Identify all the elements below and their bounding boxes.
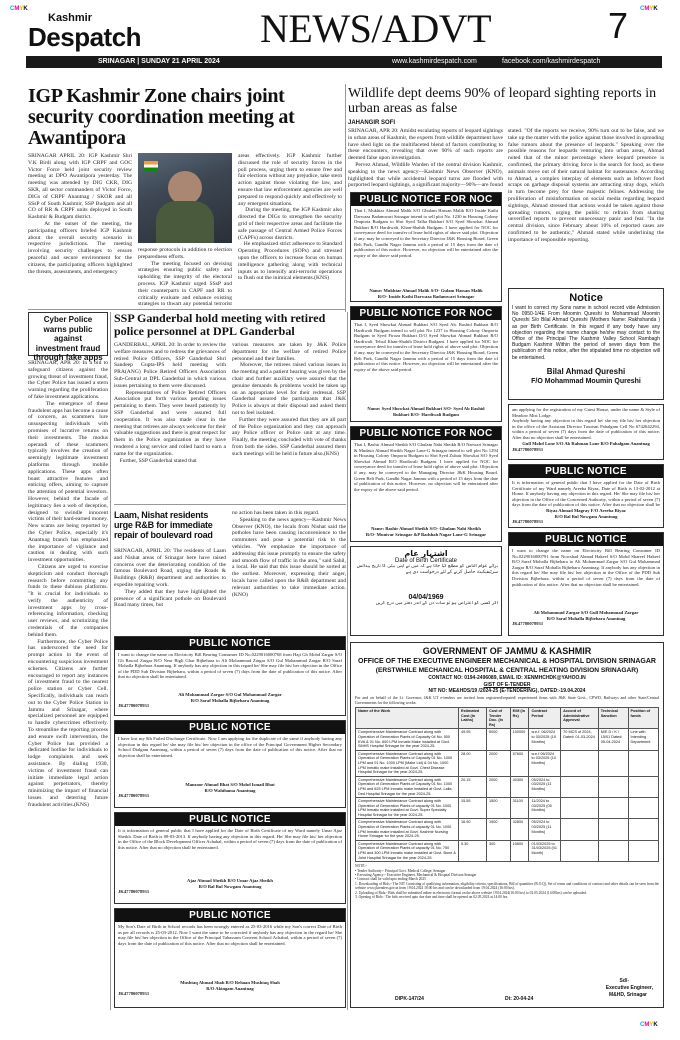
col-header: Name of the Work [356, 708, 459, 729]
notice-sign: Riyaz Ahmad Magray F/O Areeba Riyaz R/O Bal Bul Nowgam Anantnag [546, 508, 626, 519]
col-header: Cost of Tender Doc. (In Rs) [487, 708, 511, 729]
tender-gist: GIST OF E-TENDER [483, 682, 531, 688]
notice-title: Notice [569, 292, 603, 304]
notice-code: JK47780078931 [512, 446, 544, 452]
notice-title: PUBLIC NOTICE [115, 813, 345, 826]
notice-code: JK47780078931 [118, 991, 150, 997]
cell: M/E D / K / 15/01 Dated: 05-04-2024 [598, 729, 628, 750]
noc-notice-1 [350, 192, 502, 302]
column-rule [345, 84, 346, 312]
cell: 40300 [510, 776, 529, 797]
masthead-bar [26, 56, 662, 68]
notice-sign: Manzoor Ahmad Bhat S/O Mohd Ismail Bhat R/O Wahihama Anantnag [185, 782, 275, 793]
tender-dipk: DIPK-147/24 [395, 996, 424, 1002]
notice-guest-house [508, 404, 664, 460]
notice-body: I want to change the name on Electricity Bill Bearing Consumer ID No.0229016000768 from Haji Gh Mohd Zargar S/O Gh Rasool Zargar R/O Near Bigli Ghar Bijbehara to Ali Mohammad Zargar S/O Gul Mohammad Zargar R/O Saraf Mohalla Bijbehara Anantnag. If anybody has any objection in this regard he/ She may file his/ her objection in the Office of the PDD Sub Division Bijbehara, within a period of seven (7) days from the date of publication of this notice. After that no objection shall be entertained. [118, 652, 342, 680]
cell: Line with Intending Department [628, 729, 658, 750]
col-header: Accord of Administrative Approval [561, 708, 599, 729]
story3-col2: various measures are taken by J&K Police department for the welfare of retired Police personnel and their families. Moreover, the retirees raised various issues in the meeting and a patient hearing was given by the chair and further auxiliary were assured that the genuine demands & problems would be taken up on an appropriate level for their redressal. SSP Ganderbal assured the participants that J&K Police is always at their disposal and asked them not to feel isolated. Further they were assured that they are all part of the Police organization and they can approach any Police officer or Police unit at any time. Finally, the meeting concluded with vote of thanks from both the sides. SSP Ganderbal assured them such meetings will be held in future also.(KNS) [232, 342, 346, 457]
noc-sign: Name: Mukhtar Ahmad Malik S/O- Gulam Hassan Malik R/O- Inside Kathi Darwaza Badamwari Srinagar [369, 288, 483, 299]
tender-sd: Sd/- [619, 978, 629, 984]
cell [598, 819, 628, 840]
cyber-title-box [28, 312, 108, 362]
section-title: NEWS/ADVT [260, 6, 492, 51]
cell: 01/03/2025 to 31/03/2025 (01 Month) [529, 840, 561, 861]
noc-body: That I, Syed Showkat Ahmad Bukhari S/O Syed Ab. Rashid Bukhari R/O Hardiwali Budgam intend to sell plot No 1237 in Housing Colony Omporia Budgam to Syed Firoza Bukhari D/O Syed Showkat Ahmad Bukhari R/O Hardiwali, Tehsil Khan-Shahib District Budgam. I have applied for NOC for conveyance deed for transfer of lease hold rights of above said plot. Objection if any, may be conveyed to the Secretary Director J&K Housing Board, Green Belt Park, Gandhi Nagar Jammu with a period of 15 days from the date of publication of this notice. However, no objection will be entertained after the expiry of the above said period. [354, 322, 498, 372]
noc-sign: Name: Syed Showkat Ahmad Bukhari S/O- Syed Ab Rashid Bukhari R/O- Hardiwali Budgam [367, 406, 485, 417]
notice-code: JK47780078931 [512, 621, 544, 627]
column-rule [110, 312, 111, 1010]
tender-contact: CONTACT NO: 0194-2496089, EMAIL ID: XENMHCHDK@YAHOO.IN [428, 675, 586, 681]
cell [628, 798, 658, 819]
cmyk-m: M [14, 6, 20, 12]
cell: 2000 [487, 750, 511, 776]
notice-code: JK47780078931 [118, 793, 150, 799]
col-header: Position of funds [628, 708, 658, 729]
edition-date: SRINAGAR | SUNDAY 21 APRIL 2024 [98, 58, 220, 65]
cell [561, 819, 599, 840]
cell: 31100 [510, 798, 529, 819]
cell: 1500 [487, 798, 511, 819]
brand-main: Despatch [28, 22, 142, 52]
table-row [356, 798, 659, 819]
story1-col3: areas effectively. IGP Kashmir further discussed the role of security forces in the poll process, urging them to ensure free and fair elections without any prejudice, take stern action against those violating the law, and ensure that law enforcement agencies are well prepared to respond quickly and effectively to any emergent situations. During the meeting, the IGP Kashmir also directed the DIGs to strengthen the security grid of their respective areas and facilitate the safe passage of Central Armed Police Forces (CAPFs) across districts. He emphasized strict adherence to Standard Operating Procedures (SOPs) and stressed upon the officers to increase focus on human intelligence gathering along with technical inputs as to intensify anti-terrorist operations to flush out the inimical elements.(KNS) [238, 153, 342, 282]
cmyk-registration-right-top [640, 6, 658, 12]
col-header: E/M (In Rs) [510, 708, 529, 729]
cell: 300 [487, 840, 511, 861]
noc-title: PUBLIC NOTICE FOR NOC [351, 427, 501, 440]
notice-code: JK47780078931 [512, 519, 544, 525]
cmyk-registration-right-bottom [640, 1022, 658, 1028]
brand-logo [28, 12, 148, 62]
notice-title: PUBLIC NOTICE [115, 909, 345, 922]
noc-body: That I, Mukhtar Ahmad Malik S/O Ghulam Hassan Malik R/O Inside Kathi Darwaza Badamwari Srinagar intend to sell plot No. 1230 in Housing Colony Omporia Budgam to Shri Syed Talha Bukhari S/O Syed Showkat Ahmad Bukhari R/O Hardiwali, Khan-Shahib Budgam. I have applied for NOC for conveyance deed for transfer of lease hold rights of above said plot. Objection if any, may be conveyed to the Secretary Director J&K Housing Board, Green Belt Park, Gandhi Nagar Jammu with a period of 15 days from the date of publication of this notice. However, no objection will be entertained after the expiry of the above said period. [354, 208, 498, 258]
notice-code: JK47780078931 [118, 889, 150, 895]
cell: Comprehensive Maintenance Contract along with Operation of Generation Plants of capacity 01 No. 1000 LPM Inmatic make installed at Govt. Super Specialty Hospital Srinagar for the year 2024-25. [356, 798, 459, 819]
noc-notice-3 [350, 426, 502, 542]
tender-date: Dt: 20-04-24 [505, 996, 534, 1002]
public-notice-1 [114, 636, 346, 716]
tender-header-row [356, 708, 659, 729]
story1-photo [138, 153, 232, 243]
noc-notice-2 [350, 306, 502, 422]
cmyk-registration-left [10, 6, 28, 12]
cyber-body: SRINAGAR, APR 20: In a bid to safeguard citizens against the growing threat of investment fraud, the Cyber Police has issued a stern warning regarding the proliferation of fake investment applications. The emergence of these fraudulent apps has become a cause of concern, as scammers lure unsuspecting individuals with promises of lucrative returns on their investments. The modus operandi of these scammers typically involves the creation of seemingly legitimate investment platforms through mobile applications. These apps often boast attractive features and enticing offers, aiming to capture the attention of potential investors. However, behind the facade of legitimacy lies a web of deception, designed to swindle innocent victims of their hard-earned money. New scams are being reported by the Cyber Police, especially it's Anantnag branch has emphasized the importance of vigilance and caution in dealing with such investment opportunities. Citizens are urged to exercise skepticism and conduct thorough research before committing any funds to these dubious platforms. "It is crucial for individuals to verify the authenticity of investment apps by cross-referencing information, checking user reviews, and scrutinizing the credentials of the companies behind them. Furthermore, the Cyber Police has underscored the need for prompt action in the event of encountering suspicious investment schemes. Citizens are further encouraged to report any instances of investment fraud to the nearest police station or Cyber Cell. Specifically, individuals can reach out to the Cyber Police Station in Jammu and Srinagar, where specialized personnel are equipped to handle cybercrimes effectively. To streamline the reporting process and ensure swift intervention, the Cyber Police has provided a dedicated hotline for individuals to lodge complaints and seek assistance. By dialing 1930, victims of investment fraud can initiate immediate legal action against perpetrators, thereby minimizing the impact of financial losses and deterring future fraudulent activities.(KNS) [28, 360, 108, 808]
cell [598, 776, 628, 797]
public-notice-2 [114, 720, 346, 808]
tender-office2: (ERSTWHILE MECHANICAL HOSPITAL & CENTRAL HEATING DIVISION SRINAGAR) [375, 667, 639, 674]
cmyk-c: C [10, 6, 15, 12]
cell: 10600 [510, 840, 529, 861]
cmyk-y: Y [649, 1022, 654, 1028]
notice-sign: Mushtaq Ahmad Shah R/O Rehaan Mushtaq Shah R/O Akingam Anantnag [180, 980, 280, 991]
cell: Comprehensive Maintenance Contract along with Operation of Generation Plants of capacity 01 No. 750 LPM and 300 LPM Inmatic make installed at Govt. Bone & Joint Hospital Srinagar for the year 2024-25. [356, 840, 459, 861]
table-row [356, 840, 659, 861]
cmyk-k: K [653, 1022, 658, 1028]
notice-body: My Son's Date of Birth in School records has been wrongly entered as 25-03-2016 while my Son's correct Date of Birth as per all records is 25-03-2012. Now I want the same to be corrected if anybody has any objection in the regard he/ She may file his/ her objection in the Office of the Principal Tabassum Convent School Achabal, within a period of seven (7) days from the date of publication of this notice. After that no objection shall be entertained. [118, 924, 342, 946]
cmyk-y: Y [649, 6, 654, 12]
cmyk-c: C [640, 1022, 645, 1028]
notice-dob-areeba [508, 464, 664, 528]
cell: 70 MCS of 2024, Dated: 01-03-2024 [561, 729, 599, 750]
cyber-title: Cyber Police warns public against investment fraud through fake apps [33, 315, 103, 362]
cell: 5.30 [459, 840, 487, 861]
story4-col2: no action has been taken in this regard. Speaking to the news agency—Kashmir News Observer (KNO), the locals from Nishat said the potholes have been causing inconvenience to the commuters and pose a potential risk to the vehicles. "We emphasize the importance of addressing this issue promptly to ensure the safety and smooth flow of traffic in the area," said Sahil, a local. He said that this issue should be sorted at the earliest. Moreover, expressing their anger, locals have called upon the R&B department and relevant authorities to take immediate action.(KNO) [232, 510, 346, 598]
cmyk-m: M [644, 1022, 650, 1028]
notice-body: I have lost my 8th Failed Discharge Certificate. Now I am applying for the duplicate of the same if anybody having any objection in this regard he/ she may file his/ her objection in the office of the Principal Government Higher Secondary School Dialgam Anantnag, within a period of seven (7) days from the date of publication of this notice. After that no objection shall be entertained. [118, 736, 342, 758]
cell [598, 840, 628, 861]
notice-title: PUBLIC NOTICE [115, 637, 345, 650]
cell: 100000 [510, 729, 529, 750]
cmyk-c: C [640, 6, 645, 12]
tender-table [355, 707, 659, 862]
notice-sign2: F/O Mohammad Moumin Qureshi [531, 378, 641, 385]
story1-col2: response protocols in addition to election preparedness efforts. The meeting focused on devising strategies ensuring public safety and upholding the integrity of the electoral process. IGP Kashmir urged SSsP and their counterparts in CAPF and RR to critically evaluate and enhance existing strategies to thwart any potential terrorist [138, 247, 232, 307]
tender-nit: NIT NO: ME&HDS/19 /2024-25 (E-TENDERING), DATED:-19.04.2024 [428, 688, 586, 694]
cell [561, 776, 599, 797]
notice-body: I want to correct my Sons name in school record vide Admission No 0950-1/4E From Moomin Qureshi to Mohammad Moomin Qureshi S/o Bilal Ahmad Qureshi (Mothers Name: Rakhshanda ) as per Birth Certificate. In this regard if any body have any objection regarding the name change he/she may contact to the Office of the Principal The Kashmir Valley School Rambagh Budgam Kashmir Within the period of seven days from the publication of this notice, after the stipulated time no objection will be entertained. [512, 305, 660, 361]
cell: 11/2024 to 03/2025 (05 Months) [529, 798, 561, 819]
story2-byline: JAHANGIR SOFI [348, 120, 396, 126]
cell: 05/2024 to 03/2025 (11 Months) [529, 819, 561, 840]
notice-sign: Gull Mohd Lone S/O Ab Rahman Lone R/O Pahalgam Anantnag [522, 441, 650, 446]
notice-sign1: Bilal Ahmad Qureshi [546, 367, 626, 376]
noc-sign: Name: Bashir Ahmad Sheikh S/O- Ghulam Nabi Sheikh R/O- Munivar Srinagar &P Badshah Nagar Lane-G Srinagar [365, 526, 487, 537]
officer-figure-icon [168, 171, 202, 205]
notice-body: It is information of general public that I have applied for the Date of Birth Certificate of my Ward namely Areeba Riyaz, Date of Birth is 13-02-2012 at Home. If anybody having any objection in this regard. He/ She may file his/ her objection in the Office of the Concerned Authority, within a period of seven (7) days from the date of publication of this notice. After that no objection shall be [512, 480, 660, 508]
table-row [356, 776, 659, 797]
officer-uniform-icon [156, 201, 214, 243]
tender-intro: For and on behalf of the Lt. Governor, J&K UT e-tenders are invited from registered/reputed/ experienced firms with J&K State Govt., CPWD, Railways and other State/Central Governments for the following works: [355, 695, 659, 705]
notice-school [508, 288, 664, 400]
cell: 20.15 [459, 776, 487, 797]
cell: Comprehensive Maintenance Contract along with Operation of Generation Plants of Capacity 01 No. 1000 LPM and 01 No. 1000 LPM (Make Ltd) & 04 No. 1000 LPM Inmatic make installed at Govt. Chest Disease Hospital Srinagar for the year 2024-25. [356, 750, 459, 776]
cell [598, 750, 628, 776]
cell [628, 776, 658, 797]
story3-headline: SSP Ganderbal hold meeting with retired police personnel at DPL Ganderbal [114, 311, 326, 338]
horizontal-rule [114, 504, 346, 505]
notice-sign: Ajaz Ahmad Sheikh R/O Umar Ajaz Sheikh R/O Bal Bul Nowgam Anantnag [187, 878, 273, 889]
flag-icon [144, 161, 158, 171]
public-notice-3 [114, 812, 346, 904]
tender-footer [355, 978, 659, 1004]
page-number: 7 [608, 5, 629, 46]
cell: 57600 [510, 750, 529, 776]
story2-headline: Wildlife dept deems 90% of leopard sighting reports in urban areas as false [348, 86, 657, 116]
noc-body: That I, Bashir Ahmad Sheikh S/O Ghulam Nabi Sheikh R/O Narwari Srinagar & Mudasir Ahmad Sheikh Nagar Lane-G Srinagar intend to sell plot No 1294 in Housing Colony Omporia Budgam to Shri Syed Zubair Showkat S/O Syed Showkat Ahmad R/O Hardiwali Budgam. I have applied for NOC for conveyance deed for transfer of lease hold rights of above said plot. Objection if any, may be conveyed to the Managing Director J&K Housing Board, Green Belt Park, Gandhi Nagar Jammu with a period of 15 days from the date of publication of this notice. However, no objection will be entertained after the expiry of the above said period. [354, 442, 498, 492]
col-header: Estimated Cost (In Lakhs) [459, 708, 487, 729]
cell: 2000 [487, 776, 511, 797]
story4-col1: SRINAGAR, APRIL 20: The residents of Laam and Nishat areas of Srinagar here have raised concerns over the deteriorating condition of the famous Boulevard Road, urging the Roads & Buildings (R&B) department and authorities to expedite repairing work. They added that they have highlighted the presence of a significant pothole on Boulevard Road many times, but [114, 548, 226, 609]
cell: Comprehensive Maintenance Contract along with Operation of Generation Plants of Capacity 04 No. 500 KVA & 01 No. 600 LPM Inmatic Make installed at Govt. SMHS Hospital Srinagar for the year 2024-25. [356, 729, 459, 750]
col-header: Technical Sanction [598, 708, 628, 729]
cell: 32800 [510, 819, 529, 840]
notice-title: PUBLIC NOTICE [115, 721, 345, 734]
cell [628, 819, 658, 840]
cell [561, 798, 599, 819]
notice-body: I want to change the name on Electricity Bill Bearing Consumer ID No.0229016000791 from Nowshad Ahmad Hakeel S/O Mohd Shareef Hakeel R/O Saraf Mohalla Bijbehara to Ali Mohammad Zargar S/O Gul Mohammad Zargar R/O Saraf Mohalla Bijbehara Anantnag. If anybody has any objection in this regard he/ She may file his/ her objection in the Office of the PDD Sub Division Bijbehara, within a period of seven (7) days from the date of publication of this notice. After that no objection shall be entertained. [512, 548, 660, 587]
story1-col1: SRINAGAR APRIL 20: IGP Kashmir Shri V.K Birdi along with IGP CRPF and GOC Victor Force held joint security review meeting at DPO Awantipora yesterday. The meeting was attended by DIG CKR, DIG SKR, all sector commanders of Victor Force, DIGs of CRPF Anantnag / SKOR and all SSsP of South Kashmir, SSP Budgam and all CO of RR & CRPF units deployed in South Kashmir & Budgam district. At the outset of the meeting, the participating officers briefed IGP Kashmir about the overall security scenario in respective jurisdictions. The meeting involving security challenges to ensure peaceful and secure environment for the citizens, the participating officers highlighted the threats, assessments, and emergency [28, 153, 132, 275]
notice-title: PUBLIC NOTICE [509, 465, 663, 478]
cmyk-k: K [653, 6, 658, 12]
story4-headline: Laam, Nishat residents urge R&B for immediate repair of boulevard road [114, 510, 213, 540]
tender-sign2: M&HD, Srinagar [608, 992, 647, 998]
tender-notes: NOTE:- • Tender Authority:- Principal Govt. Medical College, Srinagar • Executing Agency:- Executive Engineer, Mechanical & Hospital Division Srinagar • Contract shall be valid upto ending March 2025 1. Downloading of Bids:- The NIT Consisting of qualifying information, eligibility criteria, specifications, Bill of quantities (B.O.Q), Set of terms and conditions of contract and other details can be seen from the website www.jktenders.gov.in from 19.04.2024 18:00 hrs and can be downloaded from 19.04.2024 (16:00 hrs). 2. Uploading of Bids:- Bids shall be submitted online in electronic format on the above website 19.04.2024(16:00 hrs) to 02.05.2024 (14:00hrs) can be uploaded. 3. Opening of Bids:- The bids received upto due date and time shall be opened on 02.05.2024 at 14:00 hrs. [355, 864, 659, 900]
table-row [356, 750, 659, 776]
story2-col2: stated. "Of the reports we receive, 90% turn out to be false, and we take up the matter with the police against those involved in spreading false rumors about the presence of leopards." Speaking over the possible reasons for leopards venturing into urban areas, Ahmad noted that of the minor percentage where leopard presence is confirmed, the primary driving force is the search for food, as these animals move out of their natural habitat for sustenance. According to Ahmad, a complex interplay of elements such as leftover food scraps on garbage disposal systems are attracting stray dogs, which in turn become prey for these majestic felines. Addressing the proliferation of misinformation on social media regarding leopard sightings, Ahmad stressed that actions would be taken against those spreading rumors, urging the public to refrain from sharing unverified reports to prevent unnecessary panic and fear. "In the central division, since February about 10% of reported cases are confirmed to be authentic," Ahmad stated while underlining the importance of responsible reporting. [508, 128, 664, 243]
story3-col1: GANDERBAL, APRIL 20: In order to review the welfare measures and to redress the grievances of retired Police Officers, SSP Ganderbal Shri Sandeep Gupta-IPS held meeting with PRA(ANG) Police Retired Officers Association Sub-Central at DPL Ganderbal in which various issues pertaining to them were discussed. Representatives of Police Retired Officers Association put forth various pending issues pertaining to them. They were heard patiently by SSP Ganderbal and were assured full cooperation. It was also made clear in the meeting that retirees are always welcome for their valuable suggestions and there is great respect for them in the Police organization as they have rendered a long service and rolled hard to earn a name for the organization. Further, SSP Ganderbal stated that [114, 342, 226, 464]
notice-code: JK47780078931 [118, 703, 150, 709]
cmyk-k: K [23, 6, 28, 12]
notice-sign: Ali Mohammad Zargar S/O Gull Mohammad Zargar R/O Saraf Mohalla Bijbehara Anantnag [533, 610, 639, 621]
urdu-date: 04/04/1969 [408, 594, 444, 601]
facebook-link[interactable]: facebook.com/kashmirdespatch [502, 58, 601, 65]
cell: 05/2024 to 03/2025 (11 Months) [529, 776, 561, 797]
story1-headline: IGP Kashmir Zone chairs joint security coordination meeting at Awantipora [28, 85, 295, 149]
table-row [356, 729, 659, 750]
urdu-notice [350, 546, 502, 636]
urdu-body: برائے عوام الناس کو مطلع کیا جاتا ہے کہ میں نے اپنی بیٹی کا تاریخ پیدائش سرٹیفیکیٹ حاصل کرنے کے لئے درخواست دی ہے [355, 564, 498, 575]
cell: 16.90 [459, 819, 487, 840]
urdu-footer: اگر کسی کو اعتراض ہو تو سات دن کے اندر دفتر میں درج کریں [375, 601, 498, 606]
cell [628, 840, 658, 861]
cell [561, 750, 599, 776]
cell: 1500 [487, 819, 511, 840]
website-link[interactable]: www.kashmirdespatch.com [392, 58, 477, 65]
cell [628, 750, 658, 776]
public-notice-4 [114, 908, 346, 1008]
tender-gov: GOVERNMENT OF JAMMU & KASHMIR [422, 646, 592, 656]
notice-body: am applying for the registration of my Guest House, under the name & Style of Meadow Mist Lodge. Anybody having any objection in this regard he/ she my file his/ her objection in the office of the Assistant Director Tourism Pahalgam Cell No 6742642294, within a period of seven (7) days from the date of publication of this notice. After that no objection shall be entertained. [512, 407, 660, 440]
cmyk-y: Y [19, 6, 24, 12]
cmyk-m: M [644, 6, 650, 12]
noc-title: PUBLIC NOTICE FOR NOC [351, 193, 501, 206]
cell [561, 840, 599, 861]
notice-sign: Ali Mohammad Zargar S/O Gul Mohammad Zargar R/O Saraf Mohalla Bijbehara Anantnag [178, 692, 282, 703]
noc-title: PUBLIC NOTICE FOR NOC [351, 307, 501, 320]
cell: w.e.f 06/2024 to 03/2025 (10 Months) [529, 750, 561, 776]
tender-office: OFFICE OF THE EXECUTIVE ENGINEER MECHANICAL & HOSPITAL DIVISION SRINAGAR [358, 658, 656, 665]
column-rule [347, 312, 348, 1010]
notice-electricity [508, 532, 664, 636]
cell: 15.55 [459, 798, 487, 819]
brand-top: Kashmir [48, 12, 93, 24]
col-header: Contract Period [529, 708, 561, 729]
table-row [356, 819, 659, 840]
cell: Comprehensive Maintenance Contract along with Operation of Generation Plants of Capacity 01 No. 1000 LPM and 625 LPM Inmatic make installed at Govt. Lalla Ded Hospital Srinagar for the year 2024-25. [356, 776, 459, 797]
cell: w.e.f. 06/2024 to 03/2025 (10 Months) [529, 729, 561, 750]
horizontal-rule [28, 309, 346, 310]
cell: Comprehensive Maintenance Contract along with Operation of Generation Plants of capacity 01 No. 1000 LPM Inmatic make installed at Govt. Kashmir Nursing Home Srinagar for the year 2024-25. [356, 819, 459, 840]
tender-sign1: Executive Engineer, [605, 985, 653, 991]
cell [598, 798, 628, 819]
notice-title: PUBLIC NOTICE [509, 533, 663, 546]
cell: 28.00 [459, 750, 487, 776]
story2-col1: SRINAGAR, APR 20: Amidst escalating reports of leopard sightings in urban areas of Kashmir, the experts from wildlife department have have shed light on the multifaceted blend of factors contributing to these encounters, revealing that over 90% of such reports are deemed false upon investigation. Pervez Ahmad, Wildlife Warden of the central division Kashmir, speaking to the news agency—Kashmir News Observer (KNO), highlighted that while accidental leopard turns are flooded with purported leopard sightings, a significant majority—90%—are found [348, 128, 503, 188]
urdu-title: اشتہار عام [404, 549, 448, 558]
urdu-subtitle: Date of Birth Certificate [394, 558, 458, 564]
notice-body: It is information of general public that I have applied for the Date of Birth Certificate of my Ward namely Umar Ajaz Sheikh. Date of Birth is 08-03-2013. If anybody having any objection in this regard. He/ She may file his/ her objection in the Office of the Block Development Officer Achabal, within a period of seven (7) days from the date of publication of this notice. After that no objection shall be entertained. [118, 828, 342, 850]
tender-notice [350, 642, 664, 1008]
cell: 49.95 [459, 729, 487, 750]
cell: 5000 [487, 729, 511, 750]
